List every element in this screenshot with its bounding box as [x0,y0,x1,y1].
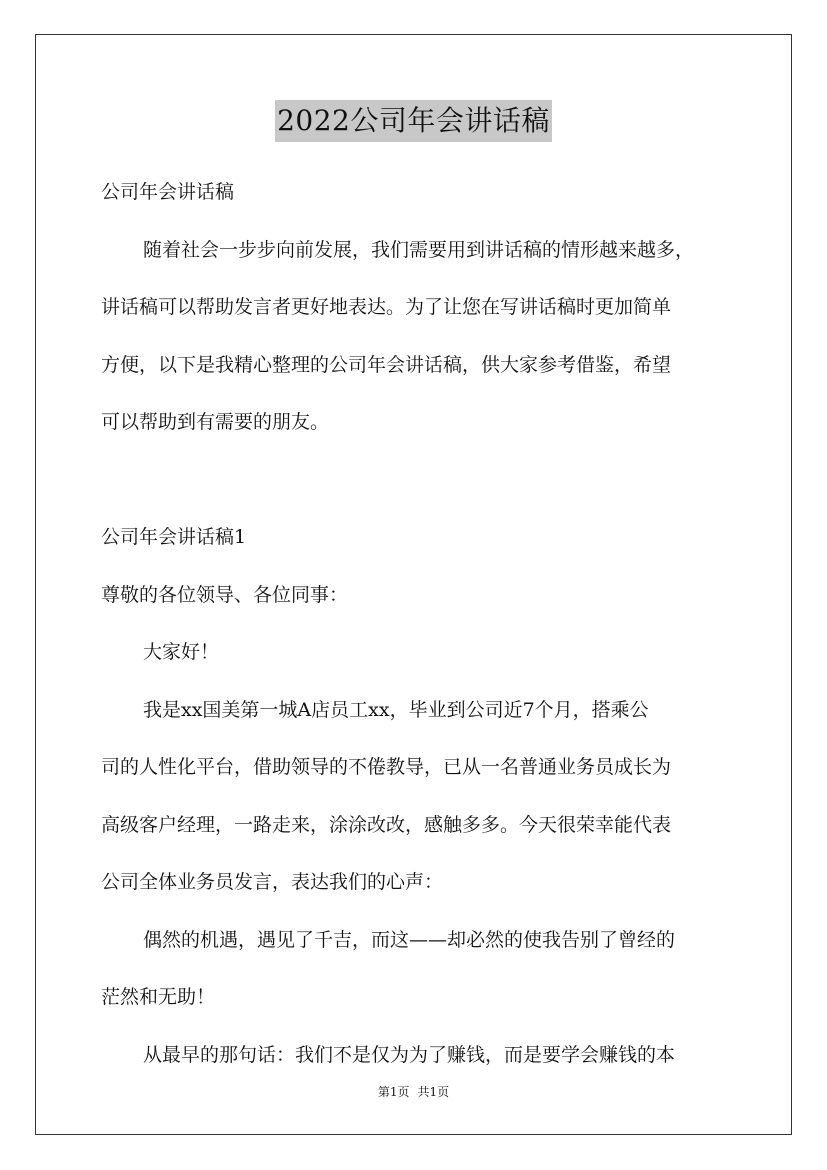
body-line: 可以帮助到有需要的朋友。 [101,411,330,433]
title-area [0,100,827,142]
page-footer [0,1083,827,1101]
page-number: 第1页 [377,1085,410,1099]
body-line: 随着社会一步步向前发展，我们需要用到讲话稿的情形越来越多， [143,238,695,261]
section-heading: 公司年会讲话稿1 [101,526,247,548]
body-line: 讲话稿可以帮助发言者更好地表达。为了让您在写讲话稿时更加简单 [101,296,672,318]
document-title: 2022公司年会讲话稿 [275,100,552,142]
body-line: 偶然的机遇，遇见了千吉，而这——却必然的使我告别了曾经的 [143,928,676,951]
body-line: 公司年会讲话稿 [101,181,235,203]
body-line: 从最早的那句话：我们不是仅为为了赚钱，而是要学会赚钱的本 [143,1043,676,1066]
body-line: 茫然和无助！ [101,986,216,1008]
blank-spacer [101,452,729,510]
body-line: 我是xx国美第一城A店员工xx，毕业到公司近7个月，搭乘公 [143,698,649,721]
body-line: 高级客户经理，一路走来，涂涂改改，感触多多。今天很荣幸能代表 [101,813,672,836]
body-line: 公司全体业务员发言，表达我们的心声： [101,871,444,893]
page-count: 共1页 [417,1085,450,1099]
salutation: 尊敬的各位领导、各位同事： [101,583,349,606]
body-line: 方便，以下是我精心整理的公司年会讲话稿，供大家参考借鉴，希望 [101,353,672,376]
body-line: 司的人性化平台，借助领导的不倦教导，已从一名普通业务员成长为 [101,756,672,778]
greeting: 大家好！ [143,641,220,663]
document-body [101,164,729,1084]
